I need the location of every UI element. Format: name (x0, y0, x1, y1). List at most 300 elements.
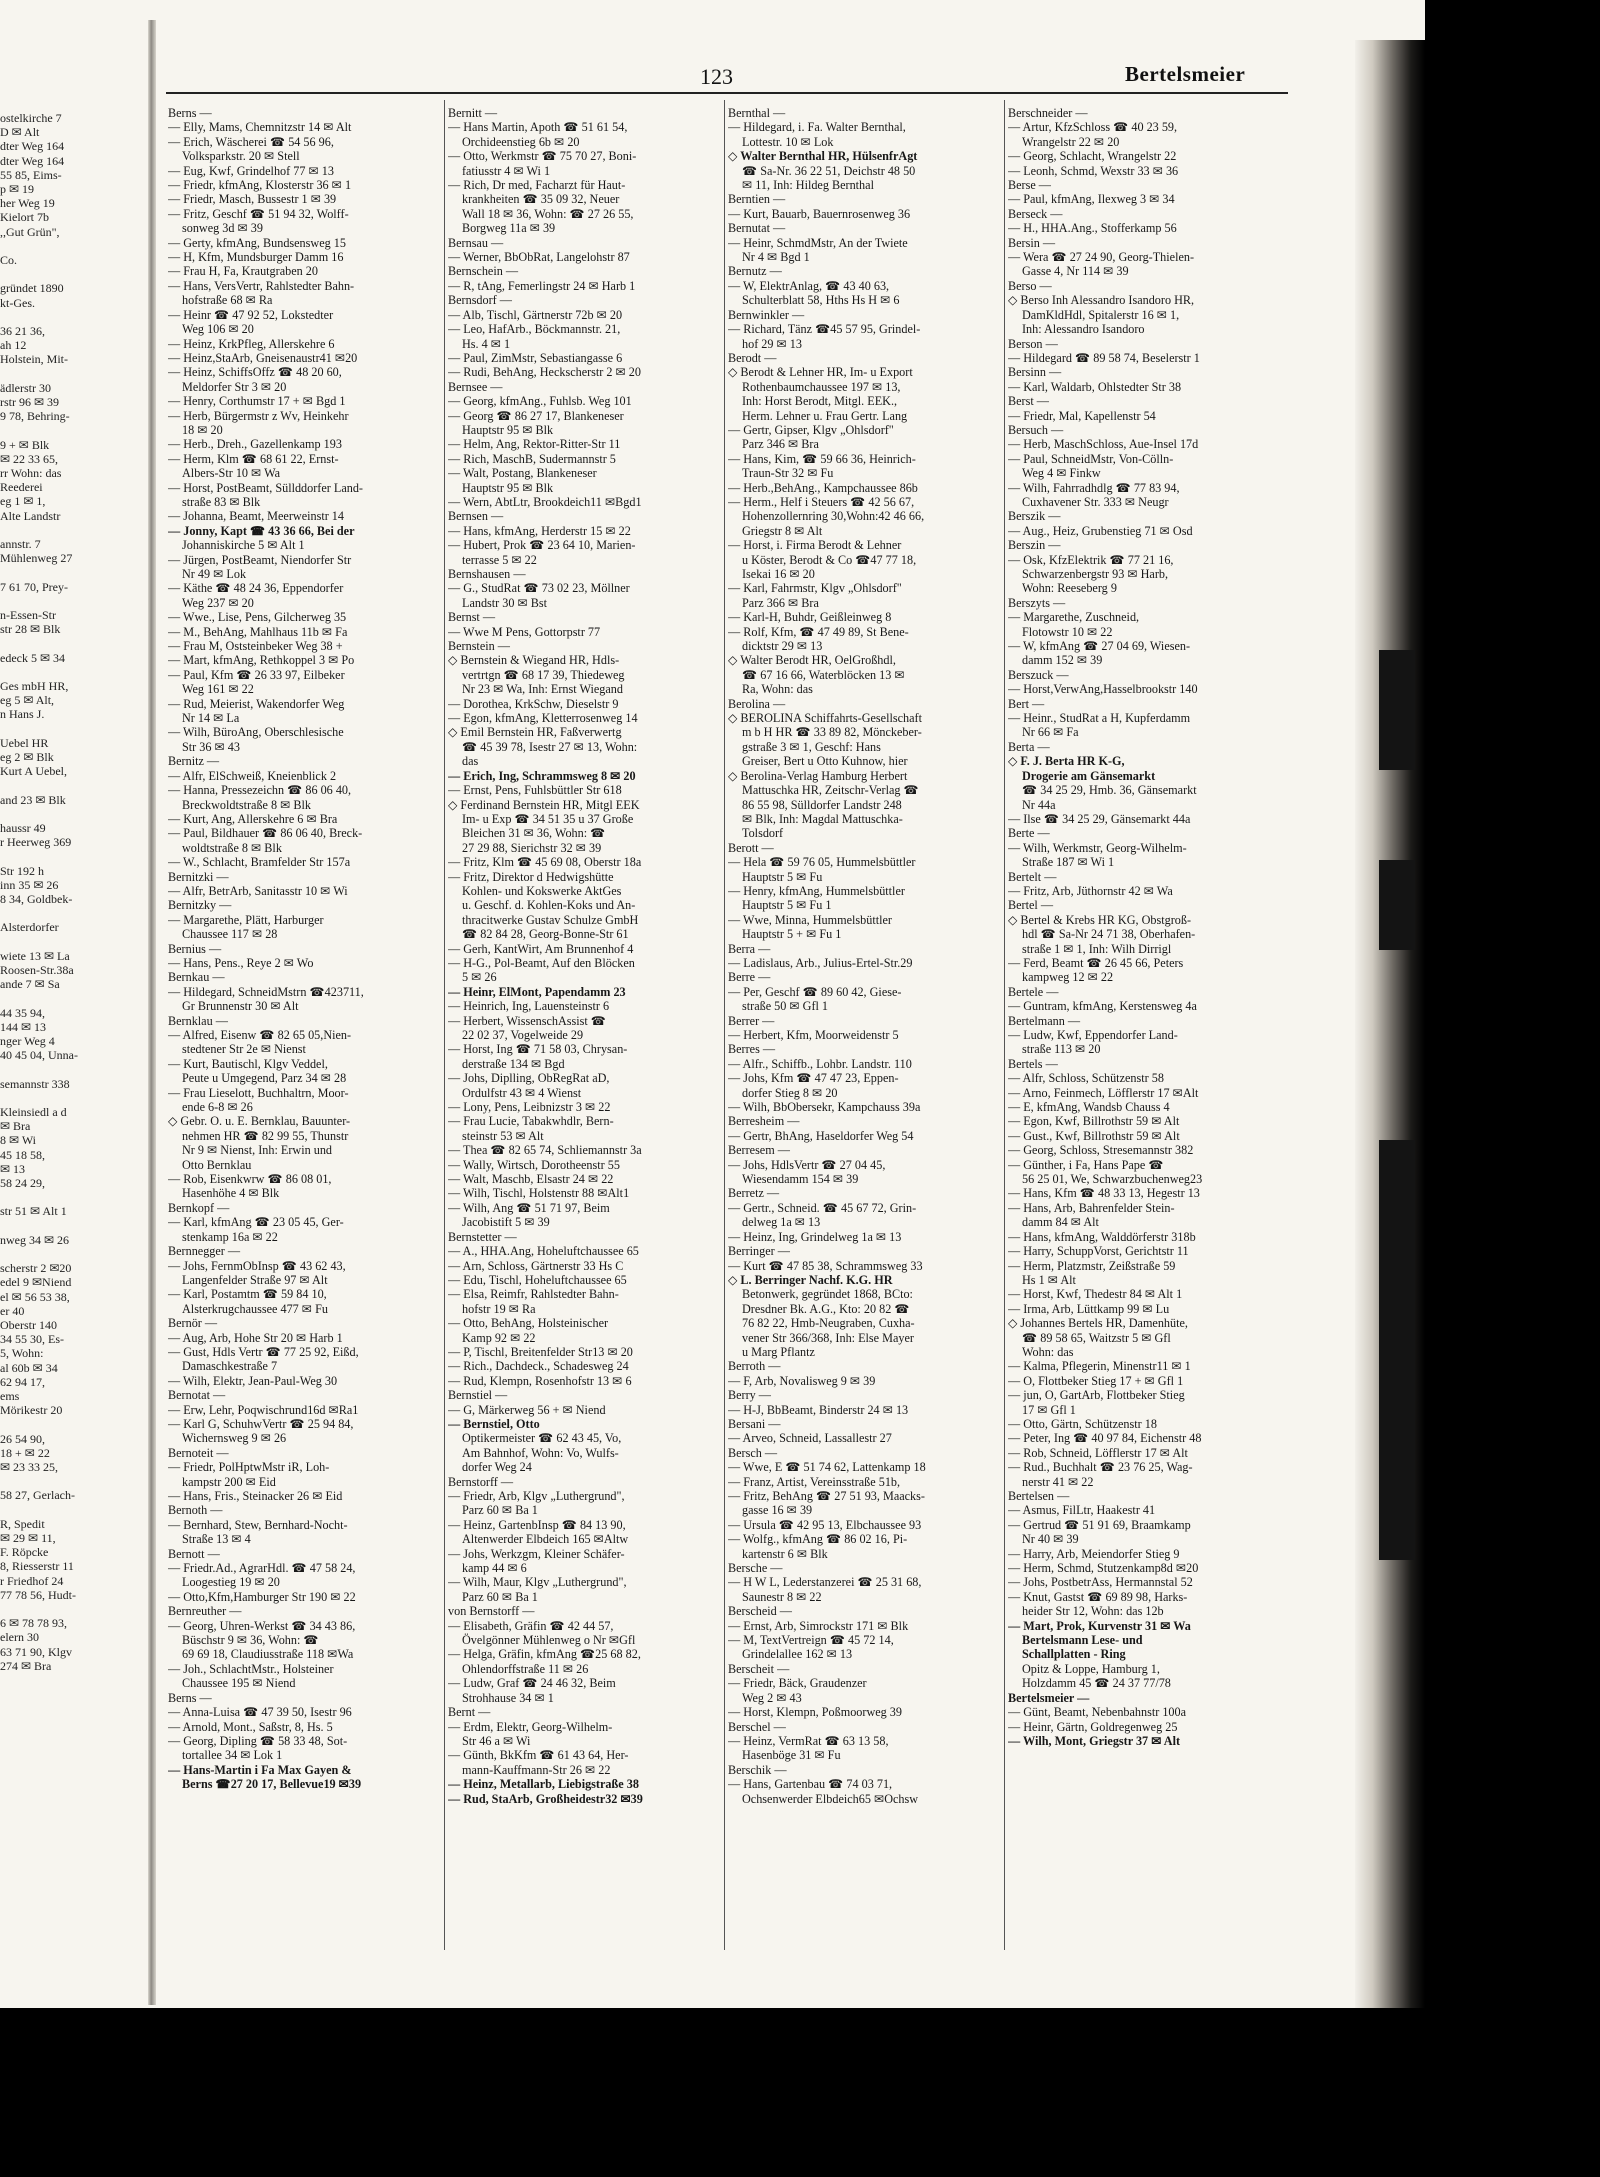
directory-entry: — Eug, Kwf, Grindelhof 77 ✉ 13 (168, 163, 334, 178)
left-page-line: dter Weg 164 (0, 153, 65, 168)
left-page-fragment (0, 0, 138, 2008)
directory-entry: — Otto, BehAng, Holsteinischer (448, 1316, 609, 1331)
left-page-line: nger Weg 4 (0, 1034, 55, 1048)
left-page-line: Roosen-Str.38a (0, 963, 74, 977)
entry-continuation: Schulterblatt 58, Hths Hs H ✉ 6 (742, 293, 900, 308)
directory-entry: — Wilh, Tischl, Holstenstr 88 ✉Alt1 (448, 1186, 630, 1201)
directory-entry: — Hans, VersVertr, Rahlstedter Bahn- (168, 278, 355, 293)
entry-continuation: hofstraße 68 ✉ Ra (182, 293, 273, 308)
entry-continuation: nehmen HR ☎ 82 99 55, Thunstr (182, 1128, 349, 1143)
directory-entry: — Helga, Gräfin, kfmAng ☎25 68 82, (448, 1647, 641, 1662)
directory-entry: — Gertr., Schneid. ☎ 45 67 72, Grin- (728, 1200, 917, 1215)
directory-entry: — Knut, Gastst ☎ 69 89 98, Harks- (1008, 1589, 1188, 1604)
left-page-line: and 23 ✉ Blk (0, 792, 66, 807)
directory-entry: ◇ Walter Bernthal HR, HülsenfrAgt (728, 149, 918, 164)
surname-heading: Berringer — (728, 1244, 790, 1259)
directory-entry: — W., Schlacht, Bramfelder Str 157a (168, 855, 351, 870)
left-page-line: 63 71 90, Klgv (0, 1644, 72, 1659)
directory-entry: — Elsa, Reimfr, Rahlstedter Bahn- (448, 1287, 619, 1302)
entry-continuation: heider Str 12, Wohn: das 12b (1022, 1604, 1164, 1619)
surname-heading: Berres — (728, 1042, 776, 1057)
entry-continuation: Orchideenstieg 6b ✉ 20 (462, 134, 580, 149)
directory-entry: — Johs, HdlsVertr ☎ 27 04 45, (728, 1157, 886, 1172)
directory-entry: — Alb, Tischl, Gärtnerstr 72b ✉ 20 (448, 307, 623, 322)
directory-entry: — H, Kfm, Mundsburger Damm 16 (168, 250, 344, 265)
entry-continuation: sonweg 3d ✉ 39 (182, 221, 263, 236)
directory-entry: — Hans, kfmAng, Herderstr 15 ✉ 22 (448, 523, 631, 538)
directory-entry: — Ladislaus, Arb., Julius-Ertel-Str.29 (728, 955, 913, 970)
entry-continuation: Hs. 4 ✉ 1 (462, 336, 511, 351)
surname-heading: Berschel — (728, 1719, 786, 1734)
entry-continuation: 56 25 01, We, Schwarzbuchenweg23 (1022, 1172, 1203, 1187)
directory-entry: — Wilh, Elektr, Jean-Paul-Weg 30 (168, 1373, 338, 1388)
entry-continuation: Langenfelder Straße 97 ✉ Alt (182, 1272, 328, 1287)
directory-entry: — Alfr., Schiffb., Lohbr. Landstr. 110 (728, 1056, 912, 1071)
directory-entry: — Horst, PostBeamt, Süllddorfer Land- (168, 480, 363, 495)
entry-continuation: Wiesendamm 154 ✉ 39 (742, 1172, 859, 1187)
left-page-line: n Hans J. (0, 707, 45, 722)
entry-continuation: ☎ 45 39 78, Isestr 27 ✉ 13, Wohn: (462, 739, 638, 754)
directory-entry: — Paul, Kfm ☎ 26 33 97, Eilbeker (168, 667, 345, 682)
column-divider (1004, 100, 1005, 1950)
column-4 (1008, 106, 1278, 1956)
left-page-line: R, Spedit (0, 1516, 45, 1531)
surname-heading: Berodt — (728, 350, 777, 365)
left-page-line: kt-Ges. (0, 295, 35, 310)
page-edge-shadow (1355, 40, 1425, 2008)
entry-continuation: u Köster, Berodt & Co ☎47 77 18, (742, 552, 917, 567)
surname-heading: Bernschein — (448, 264, 519, 279)
directory-entry: — Herm, Schmd, Stutzenkamp8d ✉20 (1008, 1561, 1199, 1576)
left-page-line: 8, Riesserstr 11 (0, 1559, 74, 1574)
directory-entry: — Hans, Arb, Bahrenfelder Stein- (1008, 1200, 1175, 1215)
directory-entry: — Herbert, WissenschAssist ☎ (448, 1013, 606, 1028)
entry-continuation: Weg 237 ✉ 20 (182, 595, 254, 610)
directory-entry: — Wolfg., kfmAng ☎ 86 02 16, Pi- (728, 1532, 908, 1547)
left-page-line: 34 55 30, Es- (0, 1332, 64, 1347)
directory-entry: — Henry, kfmAng, Hummelsbüttler (728, 883, 905, 898)
directory-entry: — Friedr, PolHptwMstr iR, Loh- (168, 1460, 330, 1475)
directory-entry: — Karl, kfmAng ☎ 23 05 45, Ger- (168, 1215, 344, 1230)
surname-heading: Bernwinkler — (728, 307, 805, 322)
entry-continuation: Nr 49 ✉ Lok (182, 567, 247, 581)
entry-continuation: m b H HR ☎ 33 89 82, Mönckeber- (742, 725, 922, 740)
surname-heading: Berszuck — (1008, 667, 1069, 682)
entry-continuation: DamKldHdl, Spitalerstr 16 ✉ 1, (1022, 307, 1180, 322)
directory-entry: — Günther, i Fa, Hans Pape ☎ (1008, 1157, 1164, 1172)
entry-continuation: Griegstr 8 ✉ Alt (742, 523, 823, 538)
surname-heading: Berns — (168, 1690, 212, 1705)
directory-entry: — Walt, Postang, Blankeneser (448, 466, 597, 481)
surname-heading: Bersch — (728, 1445, 778, 1460)
directory-entry: — Erich, Wäscherei ☎ 54 56 96, (168, 134, 334, 149)
entry-continuation: Ohlendorffstraße 11 ✉ 26 (462, 1661, 589, 1676)
entry-continuation: Bleichen 31 ✉ 36, Wohn: ☎ (462, 826, 606, 841)
entry-continuation: kamp 44 ✉ 6 (462, 1561, 527, 1576)
running-head: Bertelsmeier (1125, 62, 1246, 86)
directory-entry: — Bernstiel, Otto (448, 1416, 540, 1431)
directory-entry: — Wwe, E ☎ 51 74 62, Lattenkamp 18 (728, 1460, 926, 1475)
directory-entry: — Rich., Dachdeck., Schadesweg 24 (448, 1359, 629, 1374)
directory-entry: — Herb, MaschSchloss, Aue-Insel 17d (1008, 437, 1199, 452)
surname-heading: Bertelsen — (1008, 1489, 1070, 1503)
directory-entry: — jun, O, GartArb, Flottbeker Stieg (1008, 1388, 1185, 1403)
left-page-line: ädlerstr 30 (0, 380, 51, 395)
directory-entry: — Günt, Beamt, Nebenbahnstr 100a (1008, 1705, 1187, 1720)
left-page-line: 36 21 36, (0, 324, 45, 338)
left-page-line: her Weg 19 (0, 196, 55, 211)
entry-continuation: Loogestieg 19 ✉ 20 (182, 1575, 280, 1590)
directory-entry: — Heinr, Gärtn, Goldregenweg 25 (1008, 1719, 1178, 1734)
entry-continuation: delweg 1a ✉ 13 (742, 1215, 821, 1230)
left-page-line: 62 94 17, (0, 1374, 45, 1389)
left-page-line: 40 45 04, Unna- (0, 1048, 78, 1063)
directory-entry: — W, kfmAng ☎ 27 04 69, Wiesen- (1008, 639, 1191, 654)
surname-heading: Berra — (728, 941, 771, 956)
directory-entry: — Rolf, Kfm, ☎ 47 49 89, St Bene- (728, 624, 909, 639)
entry-continuation: Hauptstr 5 + ✉ Fu 1 (742, 927, 842, 942)
entry-continuation: 17 ✉ Gfl 1 (1022, 1402, 1076, 1417)
directory-entry: — Gerh, KantWirt, Am Brunnenhof 4 (448, 941, 634, 956)
directory-entry: — Heinz, Ing, Grindelweg 1a ✉ 13 (728, 1229, 902, 1244)
entry-continuation: Nr 9 ✉ Nienst, Inh: Erwin und (182, 1143, 333, 1158)
directory-entry: — Kurt, Ang, Allerskehre 6 ✉ Bra (168, 811, 338, 826)
surname-heading: Bertels — (1008, 1056, 1058, 1071)
surname-heading: Berroth — (728, 1359, 781, 1374)
directory-entry: — Jonny, Kapt ☎ 43 36 66, Bei der (168, 523, 355, 538)
surname-heading: Bernotat — (168, 1388, 226, 1403)
directory-entry: — Georg, Dipling ☎ 58 33 48, Sot- (168, 1733, 348, 1748)
left-page-line: p ✉ 19 (0, 182, 35, 196)
surname-heading: Bertelmann — (1008, 1013, 1081, 1028)
directory-entry: — Johs, PostbetrAss, Hermannstal 52 (1008, 1575, 1193, 1590)
directory-entry: — Kalma, Pflegerin, Minenstr11 ✉ 1 (1008, 1359, 1191, 1374)
surname-heading: Berso — (1008, 278, 1052, 293)
entry-continuation: Traun-Str 32 ✉ Fu (742, 466, 834, 481)
entry-continuation: ☎ 82 84 28, Georg-Bonne-Str 61 (462, 927, 629, 942)
surname-heading: Bernshausen — (448, 567, 526, 581)
directory-entry: — Ernst, Pens, Fuhlsbüttler Str 618 (448, 783, 622, 798)
entry-continuation: nerstr 41 ✉ 22 (1022, 1474, 1094, 1489)
directory-entry: — Herm, Platzmstr, Zeißstraße 59 (1008, 1258, 1176, 1273)
surname-heading: Bernsee — (448, 379, 503, 394)
left-page-line: ✉ 29 ✉ 11, (0, 1531, 56, 1545)
entry-continuation: das (462, 754, 479, 769)
surname-heading: Bernstorff — (448, 1474, 514, 1489)
entry-continuation: Wall 18 ✉ 36, Wohn: ☎ 27 26 55, (462, 206, 634, 221)
directory-entry: — Rich, Dr med, Facharzt für Haut- (448, 178, 626, 193)
entry-continuation: Kamp 92 ✉ 22 (462, 1330, 536, 1345)
entry-continuation: derstraße 134 ✉ Bgd (462, 1056, 565, 1071)
directory-entry: — Fritz, Geschf ☎ 51 94 32, Wolff- (168, 206, 349, 221)
surname-heading: Berschik — (728, 1762, 787, 1777)
directory-entry: ◇ BEROLINA Schiffahrts-Gesellschaft (728, 711, 922, 726)
directory-entry: — Gust, Hdls Vertr ☎ 77 25 92, Eißd, (168, 1344, 359, 1359)
left-page-line: ✉ Bra (0, 1119, 31, 1134)
entry-continuation: dorfer Weg 24 (462, 1460, 532, 1475)
left-page-line: rstr 96 ✉ 39 (0, 395, 60, 409)
entry-continuation: Wohn: das (1022, 1344, 1074, 1359)
entry-continuation: steinstr 53 ✉ Alt (462, 1128, 544, 1143)
directory-entry: — Heinr ☎ 47 92 52, Lokstedter (168, 307, 334, 322)
entry-continuation: gasse 16 ✉ 39 (742, 1503, 813, 1518)
directory-entry: — H-J, BbBeamt, Binderstr 24 ✉ 13 (728, 1402, 909, 1417)
directory-entry: ◇ F. J. Berta HR K-G, (1008, 754, 1125, 769)
directory-entry: — Erw, Lehr, Poqwischrund16d ✉Ra1 (168, 1402, 359, 1417)
directory-entry: — Herb.,BehAng., Kampchaussee 86b (728, 480, 918, 495)
entry-continuation: Greiser, Bert u Otto Kuhnow, hier (742, 754, 908, 769)
left-page-line: ande 7 ✉ Sa (0, 977, 60, 992)
surname-heading: Berscheit — (728, 1661, 790, 1676)
directory-entry: — Fritz, Arb, Jüthornstr 42 ✉ Wa (1008, 883, 1173, 898)
directory-entry: — Ilse ☎ 34 25 29, Gänsemarkt 44a (1008, 811, 1191, 826)
directory-entry: — H., HHA.Ang., Stofferkamp 56 (1008, 221, 1177, 236)
directory-entry: — Lony, Pens, Leibnizstr 3 ✉ 22 (448, 1100, 611, 1115)
directory-entry: — Rob, Eisenkwrw ☎ 86 08 01, (168, 1172, 332, 1187)
directory-entry: — Friedr, Bäck, Graudenzer (728, 1676, 867, 1691)
entry-continuation: Wohn: Reeseberg 9 (1022, 581, 1117, 596)
directory-entry: — Fritz, BehAng ☎ 27 51 93, Maacks- (728, 1489, 925, 1503)
directory-entry: — Hildegard, SchneidMstrn ☎423711, (168, 984, 364, 999)
entry-continuation: gstraße 3 ✉ 1, Geschf: Hans (742, 739, 881, 754)
directory-entry: — Johs, Werkzgm, Kleiner Schäfer- (448, 1546, 625, 1561)
left-page-line: 58 27, Gerlach- (0, 1488, 75, 1503)
directory-entry: — Horst,VerwAng,Hasselbrookstr 140 (1008, 682, 1198, 697)
surname-heading: Bernsen — (448, 509, 504, 524)
entry-continuation: Inh: Alessandro Isandoro (1022, 322, 1145, 337)
surname-heading: Berott — (728, 840, 774, 855)
left-page-line: 45 18 58, (0, 1147, 45, 1162)
directory-entry: — Richard, Tänz ☎45 57 95, Grindel- (728, 322, 921, 337)
left-page-line: 8 ✉ Wi (0, 1133, 37, 1148)
directory-entry: — Karl, Postamtm ☎ 59 84 10, (168, 1287, 327, 1302)
surname-heading: Bernt — (448, 1705, 491, 1720)
left-page-line: Uebel HR (0, 735, 49, 750)
entry-continuation: Nr 4 ✉ Bgd 1 (742, 250, 810, 265)
column-2 (448, 106, 718, 1956)
directory-entry: — Horst, Klempn, Poßmoorweg 39 (728, 1705, 902, 1720)
surname-heading: Bernklau — (168, 1013, 228, 1028)
thumb-index-tab (1379, 860, 1415, 950)
entry-continuation: Weg 161 ✉ 22 (182, 682, 254, 697)
directory-entry: — Frau Lucie, Tabakwhdlr, Bern- (448, 1114, 614, 1129)
directory-entry: — Horst, Ing ☎ 71 58 03, Chrysan- (448, 1042, 628, 1057)
surname-heading: Bernitzki — (168, 869, 229, 884)
directory-entry: ◇ Emil Bernstein HR, Faßverwertg (448, 725, 622, 740)
entry-continuation: Im- u Exp ☎ 34 51 35 u 37 Große (462, 811, 634, 826)
header-rule (166, 92, 1288, 94)
left-page-line: semannstr 338 (0, 1076, 70, 1091)
left-page-line: 44 35 94, (0, 1005, 45, 1020)
entry-continuation: damm 84 ✉ Alt (1022, 1215, 1099, 1230)
directory-entry: — Ferd, Beamt ☎ 26 45 66, Peters (1008, 955, 1184, 970)
directory-entry: — Irma, Arb, Lüttkamp 99 ✉ Lu (1008, 1301, 1170, 1316)
directory-entry: — Herbert, Kfm, Moorweidenstr 5 (728, 1028, 899, 1042)
entry-continuation: Cuxhavener Str. 333 ✉ Neugr (1022, 494, 1169, 509)
directory-entry: — Peter, Ing ☎ 40 97 84, Eichenstr 48 (1008, 1431, 1202, 1446)
directory-entry: — Hanna, Pressezeichn ☎ 86 06 40, (168, 783, 352, 798)
entry-continuation: ☎ 89 58 65, Waitzstr 5 ✉ Gfl (1022, 1330, 1171, 1345)
surname-heading: Bernsdorf — (448, 293, 512, 308)
directory-entry: — Hubert, Prok ☎ 23 64 10, Marien- (448, 538, 636, 553)
surname-heading: Bernitzky — (168, 898, 232, 913)
left-page-line: F. Röpcke (0, 1545, 49, 1560)
directory-entry: — Hans Martin, Apoth ☎ 51 61 54, (448, 120, 628, 135)
directory-entry: — Alfr, BetrArb, Sanitasstr 10 ✉ Wi (168, 883, 348, 898)
directory-entry: — Leonh, Schmd, Wexstr 33 ✉ 36 (1008, 163, 1179, 178)
left-page-line: r Heerweg 369 (0, 835, 72, 850)
entry-continuation: Str 36 ✉ 43 (182, 739, 240, 754)
entry-continuation: Schwarzenbergstr 93 ✉ Harb, (1022, 567, 1169, 581)
directory-entry: — Karl-H, Buhdr, Geißleinweg 8 (728, 610, 892, 625)
left-page-line: edel 9 ✉Niend (0, 1275, 72, 1290)
directory-entry: — Henry, Corthumstr 17 + ✉ Bgd 1 (168, 394, 346, 409)
directory-entry: — Hans, Kfm ☎ 48 33 13, Hegestr 13 (1008, 1186, 1200, 1201)
surname-heading: Bernkopf — (168, 1200, 230, 1215)
thumb-index-tab (1379, 1140, 1415, 1560)
entry-continuation: Straße 13 ✉ 4 (182, 1532, 251, 1547)
surname-heading: Berte — (1008, 826, 1050, 841)
entry-continuation: Alsterkrugchaussee 477 ✉ Fu (182, 1301, 328, 1316)
directory-entry: — Harry, SchuppVorst, Gerichtstr 11 (1008, 1244, 1189, 1259)
directory-entry: — Horst, Kwf, Thedestr 84 ✉ Alt 1 (1008, 1287, 1183, 1302)
directory-entry: — Heinz, KrkPfleg, Allerskehre 6 (168, 336, 335, 351)
entry-continuation: ende 6-8 ✉ 26 (182, 1100, 253, 1115)
surname-heading: Bersin — (1008, 235, 1056, 250)
directory-entry: — Hildegard ☎ 89 58 74, Beselerstr 1 (1008, 350, 1200, 365)
entry-continuation: Chaussee 117 ✉ 28 (182, 927, 278, 942)
directory-entry: — A., HHA.Ang, Hoheluftchaussee 65 (448, 1244, 639, 1259)
left-page-line: 8 34, Goldbek- (0, 892, 73, 906)
left-page-line: el ✉ 56 53 38, (0, 1289, 70, 1304)
entry-continuation: Mattuschka HR, Zeitschr-Verlag ☎ (742, 783, 919, 798)
entry-continuation: Schallplatten - Ring (1022, 1647, 1126, 1662)
surname-heading: Berry — (728, 1388, 771, 1403)
entry-continuation: Strohhause 34 ✉ 1 (462, 1690, 554, 1705)
left-page-line: ems (0, 1389, 20, 1403)
directory-entry: — Rud, StaArb, Großheidestr32 ✉39 (448, 1791, 643, 1806)
directory-entry: — Hans, Gartenbau ☎ 74 03 71, (728, 1777, 893, 1792)
entry-continuation: Ordulfstr 43 ✉ 4 Wienst (462, 1085, 582, 1100)
directory-entry: — Herb., Dreh., Gazellenkamp 193 (168, 437, 342, 452)
directory-entry: — Heinr, ElMont, Papendamm 23 (448, 984, 626, 999)
column-divider (444, 100, 445, 1950)
surname-heading: Bersani — (728, 1416, 781, 1431)
directory-entry: — Heinz,StaArb, Gneisenaustr41 ✉20 (168, 350, 358, 365)
directory-entry: — Erdm, Elektr, Georg-Wilhelm- (448, 1719, 613, 1734)
entry-continuation: Hauptstr 95 ✉ Blk (462, 422, 554, 437)
directory-entry: ◇ Walter Berodt HR, OelGroßhdl, (728, 653, 896, 668)
entry-continuation: stenkamp 16a ✉ 22 (182, 1229, 278, 1244)
entry-continuation: Nr 66 ✉ Fa (1022, 725, 1079, 740)
directory-entry: — Erich, Ing, Schrammsweg 8 ✉ 20 (448, 768, 636, 783)
left-page-line: er 40 (0, 1303, 25, 1318)
directory-entry: — Aug., Heiz, Grubenstieg 71 ✉ Osd (1008, 523, 1193, 538)
surname-heading: Bersche — (728, 1561, 783, 1576)
entry-continuation: Nr 14 ✉ La (182, 711, 240, 726)
surname-heading: Berresem — (728, 1143, 790, 1158)
directory-entry: — Johs, Diplling, ObRegRat aD, (448, 1071, 610, 1086)
directory-entry: — Gerty, kfmAng, Bundsensweg 15 (168, 235, 346, 250)
surname-heading: Berseck — (1008, 206, 1063, 221)
directory-entry: — Osk, KfzElektrik ☎ 77 21 16, (1008, 552, 1174, 567)
column-1 (168, 106, 438, 1956)
left-page-line: ,,Gut Grün", (0, 224, 60, 239)
directory-entry: — Hans, Fris., Steinacker 26 ✉ Eid (168, 1489, 343, 1503)
left-page-line: 9 78, Behring- (0, 409, 70, 424)
directory-entry: — Arno, Feinmech, Löfflerstr 17 ✉Alt (1008, 1085, 1199, 1100)
entry-continuation: Büschstr 9 ✉ 36, Wohn: ☎ (182, 1633, 319, 1648)
directory-entry: — Hans, Pens., Reye 2 ✉ Wo (168, 955, 314, 970)
surname-heading: Bernstein — (448, 639, 510, 654)
directory-entry: — Margarethe, Zuschneid, (1008, 610, 1140, 625)
directory-entry: — M, TextVertreign ☎ 45 72 14, (728, 1633, 894, 1648)
left-page-line: eg 5 ✉ Alt, (0, 693, 55, 708)
directory-entry: — Hildegard, i. Fa. Walter Bernthal, (728, 120, 906, 135)
left-page-line: n-Essen-Str (0, 608, 56, 622)
entry-continuation: ✉ 11, Inh: Hildeg Bernthal (742, 178, 874, 193)
surname-heading: Bernutz — (728, 264, 782, 279)
left-page-line: annstr. 7 (0, 537, 41, 551)
entry-continuation: hof 29 ✉ 13 (742, 336, 802, 351)
directory-entry: — Georg ☎ 86 27 17, Blankeneser (448, 408, 624, 423)
book-gutter (148, 20, 156, 2005)
entry-continuation: Flotowstr 10 ✉ 22 (1022, 624, 1113, 639)
left-page-line: inn 35 ✉ 26 (0, 877, 59, 892)
directory-entry: — F, Arb, Novalisweg 9 ✉ 39 (728, 1373, 876, 1388)
entry-continuation: 86 55 98, Sülldorfer Landstr 248 (742, 797, 902, 812)
entry-continuation: Nr 44a (1022, 797, 1056, 812)
left-page-line: str 28 ✉ Blk (0, 622, 61, 637)
directory-entry: — H-G., Pol-Beamt, Auf den Blöcken (448, 955, 635, 970)
directory-entry: — Wwe, Minna, Hummelsbüttler (728, 912, 892, 927)
directory-entry: — Wilh, Mont, Griegstr 37 ✉ Alt (1008, 1733, 1181, 1748)
directory-entry: — Helm, Ang, Rektor-Ritter-Str 11 (448, 437, 621, 452)
directory-entry: — Johs, FernmObInsp ☎ 43 62 43, (168, 1258, 346, 1273)
directory-entry: — Käthe ☎ 48 24 36, Eppendorfer (168, 581, 344, 596)
entry-continuation: fatiusstr 4 ✉ Wi 1 (462, 163, 551, 178)
entry-continuation: Isekai 16 ✉ 20 (742, 567, 815, 581)
directory-entry: ◇ L. Berringer Nachf. K.G. HR (728, 1272, 893, 1287)
directory-entry: — Paul, ZimMstr, Sebastiangasse 6 (448, 350, 623, 365)
directory-entry: — Heinrich, Ing, Lauensteinstr 6 (448, 999, 610, 1014)
directory-entry: — Fritz, Klm ☎ 45 69 08, Oberstr 18a (448, 855, 642, 870)
directory-entry: — Friedr, Arb, Klgv „Luthergrund", (448, 1489, 625, 1503)
directory-entry: — Karl, Waldarb, Ohlstedter Str 38 (1008, 379, 1182, 394)
entry-continuation: Parz 366 ✉ Bra (742, 595, 819, 610)
directory-entry: — Wera ☎ 27 24 90, Georg-Thielen- (1008, 250, 1195, 265)
left-page-line: gründet 1890 (0, 281, 64, 296)
entry-continuation: straße 113 ✉ 20 (1022, 1042, 1101, 1057)
directory-entry: — Herm, Klm ☎ 68 61 22, Ernst- (168, 451, 339, 466)
directory-entry: — Frau Lieselott, Buchhaltrn, Moor- (168, 1085, 349, 1100)
left-page-line: 144 ✉ 13 (0, 1019, 47, 1034)
surname-heading: Bernör — (168, 1316, 218, 1331)
directory-entry: — Paul, SchneidMstr, Von-Cölln- (1008, 451, 1174, 466)
directory-entry: — Wern, AbtLtr, Brookdeich11 ✉Bgd1 (448, 494, 642, 509)
directory-entry: — Frau H, Fa, Krautgraben 20 (168, 264, 318, 279)
directory-entry: — Dorothea, KrkSchw, Dieselstr 9 (448, 696, 619, 711)
entry-continuation: damm 152 ✉ 39 (1022, 653, 1103, 668)
entry-continuation: Gr Brunnenstr 30 ✉ Alt (182, 999, 299, 1014)
left-page-line: dter Weg 164 (0, 139, 65, 154)
surname-heading: Berszik — (1008, 509, 1061, 524)
entry-continuation: Peute u Umgegend, Parz 34 ✉ 28 (182, 1071, 347, 1086)
entry-continuation: 5 ✉ 26 (462, 970, 497, 985)
directory-entry: — Heinr., StudRat a H, Kupferdamm (1008, 711, 1191, 726)
entry-continuation: 22 02 37, Vogelweide 29 (462, 1028, 584, 1042)
directory-entry: — Wwe M Pens, Gottorpstr 77 (448, 624, 601, 639)
